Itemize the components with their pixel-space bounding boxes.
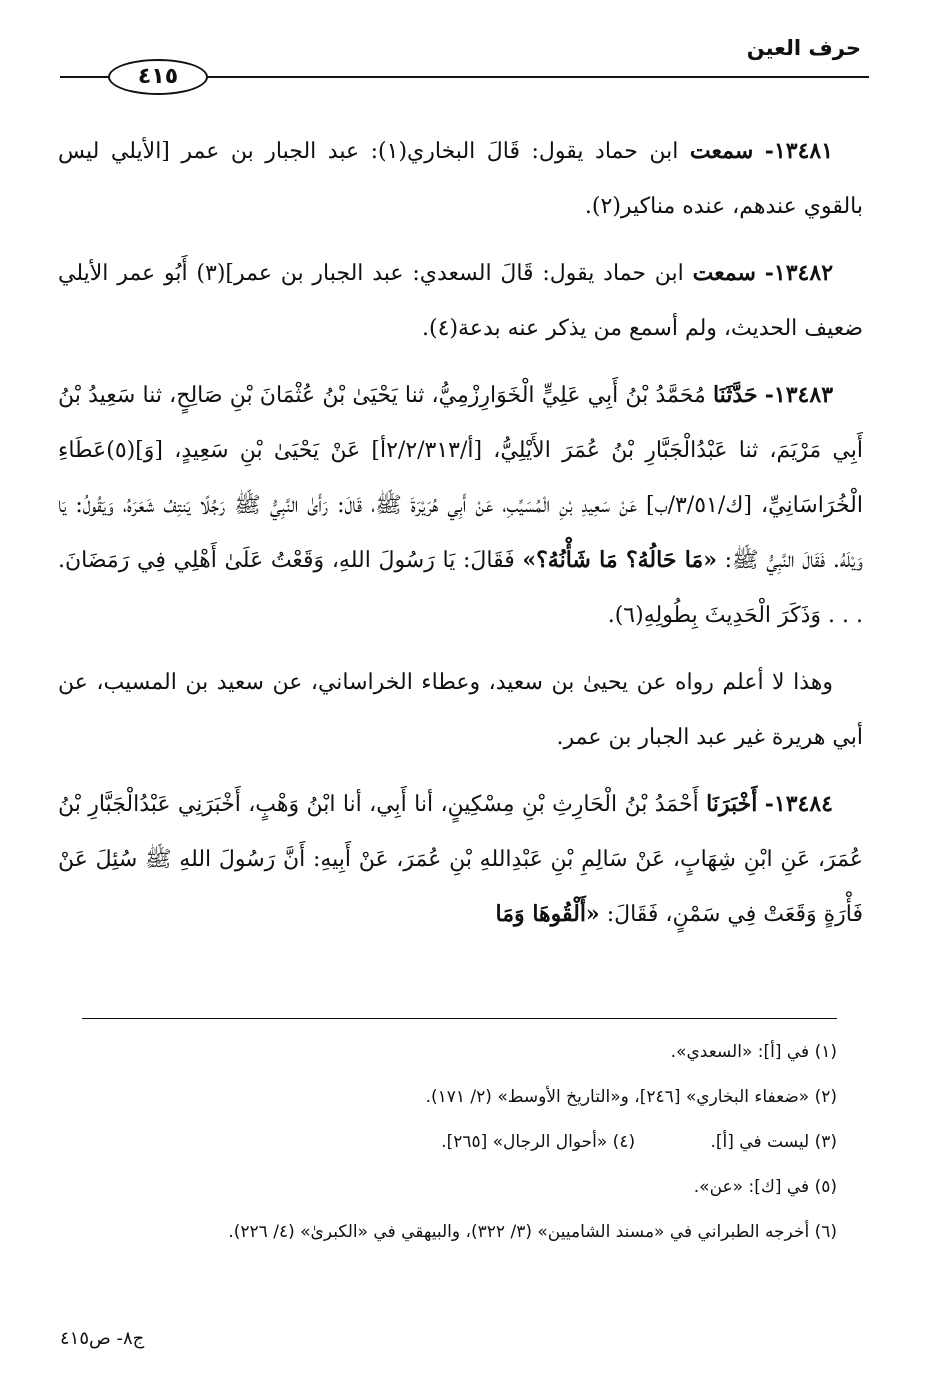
entry-text: أَحْمَدُ بْنُ الْحَارِثِ بْنِ مِسْكِينٍ، أنا أَبِي، أنا ابْنُ وَهْبٍ، أَخْبَرَنِي عَبْدُالْجَبَّارِ بْنُ عُمَرَ، عَنِ ابْنِ شِهَابٍ، عَنْ سَالِمِ بْنِ عَبْدِاللهِ بْنِ عُمَرَ، عَنْ أَبِيهِ: أَنَّ رَسُولَ اللهِ ﷺ سُئِلَ عَنْ فَأْرَةٍ وَقَعَتْ فِي سَمْنٍ، فَقَالَ: (58, 792, 863, 927)
footnote-2: (٢) «ضعفاء البخاري» [٢٤٦]، و«التاريخ الأوسط» (٢/ ١٧١). (425, 1087, 837, 1107)
hadith-13481 (58, 124, 863, 234)
footnotes (60, 1030, 837, 1255)
entry-text-after: فَقَالَ: يَا رَسُولَ اللهِ، وَقَعْتُ عَلَىٰ أَهْلِي فِي رَمَضَانَ. . . . وَذَكَرَ الْحَدِيثَ بِطُولِهِ(٦). (58, 548, 863, 628)
narration-keyword: سمعت (689, 138, 754, 164)
prophetic-quote: «أَلْقُوهَا وَمَا (495, 901, 600, 927)
main-text (58, 124, 863, 942)
footnote-3: (٣) ليست في [أ]. (710, 1132, 837, 1152)
entry-number: ١٣٤٨٣- (764, 382, 834, 408)
entry-number: ١٣٤٨٢- (764, 260, 834, 286)
footnote-4: (٤) «أحوال الرجال» [٢٦٥]. (441, 1132, 636, 1152)
comment-text: وهذا لا أعلم رواه عن يحيىٰ بن سعيد، وعطاء الخراساني، عن سعيد بن المسيب، عن أبي هريرة غير عبد الجبار بن عمر. (58, 670, 863, 750)
footnote-5: (٥) في [ك]: «عن». (693, 1177, 837, 1197)
entry-text: ابن حماد يقول: قَالَ السعدي: عبد الجبار بن عمر](٣) أَبُو عمر الأيلي ضعيف الحديث، ولم أسمع من يذكر عنه بدعة(٤). (58, 261, 863, 341)
footnote-rule (82, 1018, 837, 1019)
hadith-13483 (58, 368, 863, 643)
entry-number: ١٣٤٨٤- (764, 791, 833, 817)
entry-text: مُحَمَّدُ بْنُ أَبِي عَلِيٍّ الْخَوَارِزْمِيُّ، ثنا يَحْيَىٰ بْنُ عُثْمَانَ بْنِ صَالِحٍ، ثنا سَعِيدُ بْنُ أَبِي مَرْيَمَ، ثنا عَبْدُالْجَبَّارِ بْنُ عُمَرَ الأَيْلِيُّ، [أ/٢/٢/٣١٣أ] عَنْ يَحْيَىٰ بْنِ سَعِيدٍ، [وَ](٥)عَطَاءِ الْخُرَاسَانِيِّ، [ك/٣/٥١/ب] عَنْ سَعِيدِ بْنِ الْمُسَيِّبِ، عَنْ أَبِي هُرَيْرَةَ ﷺ، قَالَ: رَأَىٰ النَّبِيُّ ﷺ رَجُلًا يَنتِفُ شَعَرَهُ، وَيَقُولُ: يَا وَيْلَهُ. فَقَالَ النَّبِيُّ ﷺ: (58, 383, 863, 573)
footnote-3-4 (60, 1120, 837, 1165)
page-number-oval: ٤١٥ (108, 59, 208, 95)
hadith-13484 (58, 777, 863, 942)
running-title: حرف العين (746, 36, 861, 60)
footnote-1: (١) في [أ]: «السعدي». (670, 1042, 837, 1062)
narration-keyword: حَدَّثَنَا (712, 382, 758, 408)
entry-number: ١٣٤٨١- (764, 138, 834, 164)
narration-keyword: أَخْبَرَنَا (706, 791, 758, 817)
prophetic-quote: «مَا حَالُهُ؟ مَا شَأْنُهُ؟» (522, 547, 717, 573)
entry-text: ابن حماد يقول: قَالَ البخاري(١): عبد الجبار بن عمر [الأيلي ليس بالقوي عندهم، عنده مناكير(٢). (58, 139, 863, 219)
volume-page-signature: ج٨- ص٤١٥ (60, 1328, 145, 1349)
hadith-13482 (58, 246, 863, 356)
author-comment (58, 655, 863, 765)
narration-keyword: سمعت (692, 260, 756, 286)
footnote-6: (٦) أخرجه الطبراني في «مسند الشاميين» (٣/ ٣٢٢)، والبيهقي في «الكبرىٰ» (٤/ ٢٢٦). (228, 1222, 837, 1242)
